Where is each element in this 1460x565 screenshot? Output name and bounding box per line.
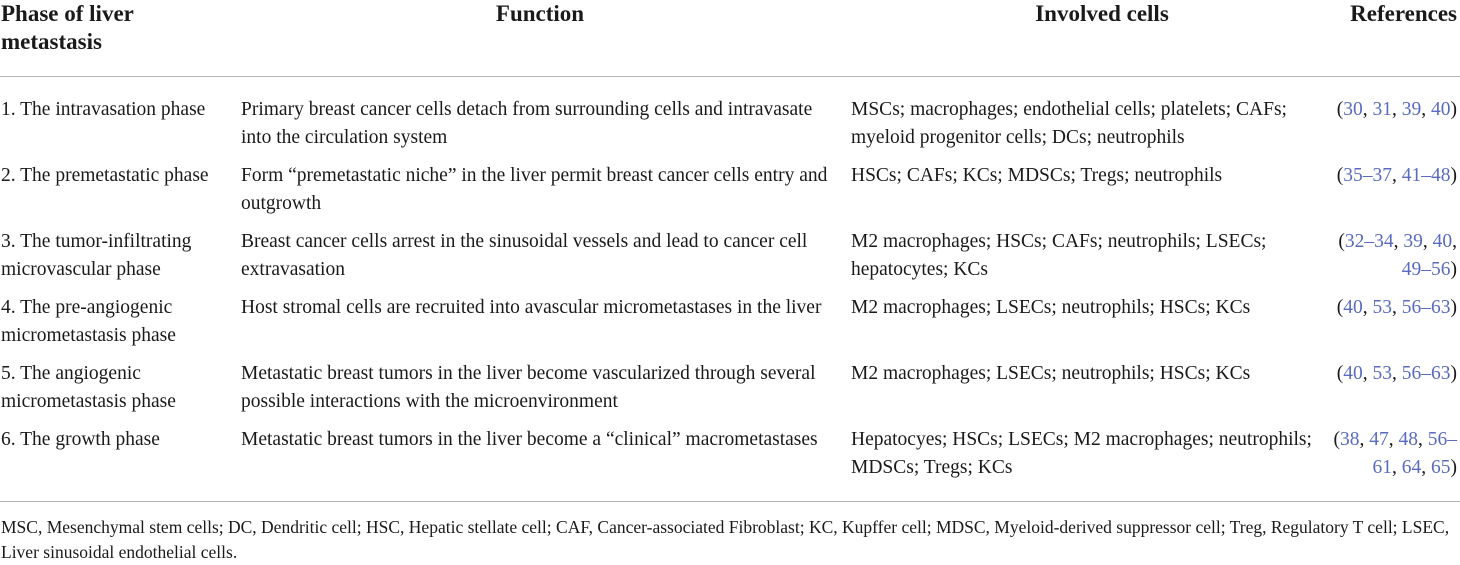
table-row [0,426,1460,492]
header-involved-cells: Involved cells [842,0,1332,77]
reference-link[interactable]: 40 [1343,363,1363,384]
table-row [0,294,1460,360]
reference-link[interactable]: 47 [1369,429,1389,450]
reference-link[interactable]: 39 [1403,231,1423,252]
row-phase: 5. The angiogenic micrometastasis phase [1,363,176,412]
table-row [0,77,1460,163]
row-references: (32–34, 39, 40, 49–56) [1338,231,1457,280]
reference-link[interactable]: 40 [1432,231,1453,252]
row-references: (30, 31, 39, 40) [1336,99,1457,120]
row-phase: 1. The intravasation phase [1,99,206,120]
reference-link[interactable]: 53 [1372,297,1392,318]
reference-link[interactable]: 35–37 [1343,165,1392,186]
reference-link[interactable]: 41–48 [1401,165,1451,186]
row-function: Form “premetastatic niche” in the liver permit breast cancer cells entry and outgrowth [241,165,828,214]
row-references: (35–37, 41–48) [1336,165,1457,186]
reference-link[interactable]: 39 [1401,99,1422,120]
row-involved-cells: M2 macrophages; LSECs; neutrophils; HSCs; KCs [851,363,1251,384]
table-row [0,228,1460,294]
reference-link[interactable]: 40 [1431,99,1451,120]
row-phase: 6. The growth phase [1,429,160,450]
row-involved-cells: M2 macrophages; LSECs; neutrophils; HSCs; KCs [851,297,1251,318]
reference-link[interactable]: 56–63 [1401,363,1451,384]
row-function: Breast cancer cells arrest in the sinusoidal vessels and lead to cancer cell extravasation [241,231,808,280]
reference-link[interactable]: 31 [1372,99,1392,120]
row-phase: 4. The pre-angiogenic micrometastasis phase [1,297,176,346]
row-function: Host stromal cells are recruited into avascular micrometastases in the liver [241,297,822,318]
row-references: (40, 53, 56–63) [1336,363,1457,384]
row-involved-cells: M2 macrophages; HSCs; CAFs; neutrophils; LSECs; hepatocytes; KCs [851,231,1267,280]
reference-link[interactable]: 65 [1431,457,1451,478]
reference-link[interactable]: 64 [1401,457,1422,478]
row-phase: 3. The tumor-infiltrating microvascular phase [1,231,192,280]
row-involved-cells: MSCs; macrophages; endothelial cells; platelets; CAFs; myeloid progenitor cells; DCs; neutrophils [851,99,1287,148]
reference-link[interactable]: 49–56 [1401,259,1451,280]
row-references: (38, 47, 48, 56–61, 64, 65) [1333,429,1457,478]
row-function: Primary breast cancer cells detach from surrounding cells and intravasate into the circulation system [241,99,813,148]
reference-link[interactable]: 30 [1343,99,1363,120]
table-row [0,360,1460,426]
table-footnote: MSC, Mesenchymal stem cells; DC, Dendritic cell; HSC, Hepatic stellate cell; CAF, Cancer-associated Fibroblast; KC, Kupffer cell; MDSC, Myeloid-derived suppressor cell; Treg, Regulatory T cell; LSEC, Liver sinusoidal endothelial cells. [1,517,1450,562]
reference-link[interactable]: 32–34 [1344,231,1394,252]
footnote-divider [0,501,1460,502]
reference-link[interactable]: 48 [1398,429,1418,450]
row-involved-cells: HSCs; CAFs; KCs; MDSCs; Tregs; neutrophils [851,165,1223,186]
row-function: Metastatic breast tumors in the liver become vascularized through several possible interactions with the microenvironment [241,363,816,412]
reference-link[interactable]: 56–63 [1401,297,1451,318]
row-phase: 2. The premetastatic phase [1,165,209,186]
table-row [0,162,1460,228]
table-header-row [0,0,1460,77]
row-references: (40, 53, 56–63) [1336,297,1457,318]
reference-link[interactable]: 56–61 [1372,429,1457,478]
reference-link[interactable]: 38 [1340,429,1360,450]
row-function: Metastatic breast tumors in the liver become a “clinical” macrometastases [241,429,818,450]
row-involved-cells: Hepatocyes; HSCs; LSECs; M2 macrophages; neutrophils; MDSCs; Tregs; KCs [851,429,1312,478]
reference-link[interactable]: 53 [1372,363,1392,384]
header-phase: Phase of liver metastasis [0,0,238,77]
header-references: References [1332,0,1460,77]
reference-link[interactable]: 40 [1343,297,1363,318]
header-function: Function [238,0,842,77]
